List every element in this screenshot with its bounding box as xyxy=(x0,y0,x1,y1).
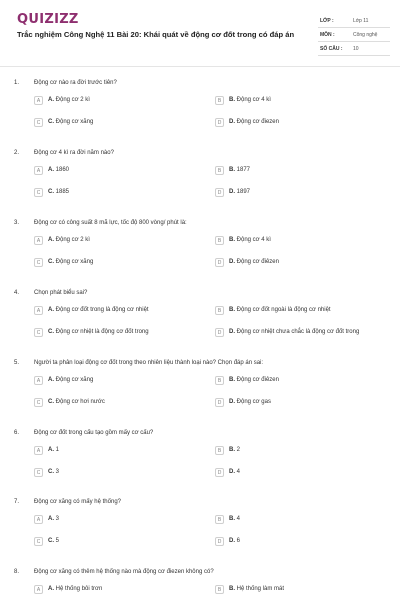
option-text: Động cơ 4 kì xyxy=(236,237,271,243)
option-b[interactable] xyxy=(215,515,390,526)
option-key: A. xyxy=(48,237,54,243)
option-letter-box: A xyxy=(34,446,43,455)
option-d[interactable] xyxy=(215,537,390,548)
option-label xyxy=(48,399,105,405)
option-b[interactable] xyxy=(215,96,390,107)
option-label xyxy=(229,307,331,313)
option-text: 1 xyxy=(55,447,60,453)
meta-value: Công nghệ xyxy=(353,32,378,38)
option-a[interactable] xyxy=(34,376,209,387)
option-key: A. xyxy=(48,97,54,103)
question-number: 8. xyxy=(14,569,20,575)
question-number: 7. xyxy=(14,499,20,505)
option-a[interactable] xyxy=(34,236,209,247)
option-text: Động cơ nhiệt chưa chắc là động cơ đốt trong xyxy=(236,329,360,335)
option-key: B. xyxy=(229,377,235,383)
option-label xyxy=(48,119,93,125)
option-letter-box: D xyxy=(215,468,224,477)
question-text: Động cơ xăng có mấy hệ thống? xyxy=(34,499,121,505)
option-text: Động cơ xăng xyxy=(55,377,94,383)
option-key: D. xyxy=(229,189,235,195)
option-letter-box: A xyxy=(34,376,43,385)
option-key: C. xyxy=(48,189,54,195)
option-label xyxy=(229,538,240,544)
question-text: Động cơ xăng có thêm hệ thống nào mà động cơ điezen không có? xyxy=(34,569,214,575)
question-number: 4. xyxy=(14,290,20,296)
option-letter-box: D xyxy=(215,188,224,197)
question-number: 3. xyxy=(14,220,20,226)
option-text: Động cơ hơi nước xyxy=(55,399,105,405)
option-c[interactable] xyxy=(34,537,209,548)
option-key: B. xyxy=(229,237,235,243)
option-c[interactable] xyxy=(34,328,209,339)
option-letter-box: D xyxy=(215,537,224,546)
option-key: D. xyxy=(229,399,235,405)
meta-key: SỐ CÂU : xyxy=(320,46,343,52)
option-d[interactable] xyxy=(215,188,390,199)
question-number: 2. xyxy=(14,150,20,156)
option-c[interactable] xyxy=(34,258,209,269)
option-key: A. xyxy=(48,586,54,592)
document-title: Trắc nghiệm Công Nghệ 11 Bài 20: Khái quát về động cơ đốt trong có đáp án xyxy=(17,30,295,39)
option-letter-box: A xyxy=(34,585,43,594)
option-letter-box: B xyxy=(215,166,224,175)
option-letter-box: C xyxy=(34,328,43,337)
option-key: D. xyxy=(229,469,235,475)
option-label xyxy=(229,586,284,592)
option-label xyxy=(229,377,279,383)
option-letter-box: D xyxy=(215,328,224,337)
option-label xyxy=(48,259,93,265)
option-text: Hệ thống bôi trơn xyxy=(55,586,103,592)
option-text: 1877 xyxy=(236,167,251,173)
option-text: Hệ thống làm mát xyxy=(236,586,285,592)
option-a[interactable] xyxy=(34,166,209,177)
option-letter-box: C xyxy=(34,398,43,407)
option-key: C. xyxy=(48,538,54,544)
option-key: C. xyxy=(48,329,54,335)
option-label xyxy=(48,469,59,475)
option-key: D. xyxy=(229,119,235,125)
option-label xyxy=(229,189,250,195)
option-text: Động cơ 4 kì xyxy=(236,97,271,103)
option-label xyxy=(229,97,271,103)
option-key: D. xyxy=(229,538,235,544)
question-text: Chọn phát biểu sai? xyxy=(34,290,88,296)
meta-value: 10 xyxy=(353,46,359,52)
option-text: Động cơ đốt trong là động cơ nhiệt xyxy=(55,307,149,313)
option-letter-box: B xyxy=(215,306,224,315)
option-key: B. xyxy=(229,167,235,173)
option-letter-box: C xyxy=(34,188,43,197)
option-text: 3 xyxy=(55,469,60,475)
option-key: C. xyxy=(48,469,54,475)
option-letter-box: B xyxy=(215,515,224,524)
option-letter-box: B xyxy=(215,446,224,455)
option-key: B. xyxy=(229,97,235,103)
option-letter-box: C xyxy=(34,468,43,477)
question-number: 1. xyxy=(14,80,20,86)
document-header xyxy=(0,0,400,62)
option-a[interactable] xyxy=(34,585,209,596)
option-b[interactable] xyxy=(215,585,390,596)
option-label xyxy=(48,377,93,383)
question-text: Động cơ đốt trong cấu tạo gồm mấy cơ cấu? xyxy=(34,430,154,436)
option-key: A. xyxy=(48,377,54,383)
option-label xyxy=(48,538,59,544)
option-text: 3 xyxy=(55,516,60,522)
question-8 xyxy=(0,569,400,600)
option-text: Động cơ 2 kì xyxy=(55,97,90,103)
option-letter-box: A xyxy=(34,306,43,315)
option-text: 1885 xyxy=(55,189,70,195)
option-text: 1860 xyxy=(55,167,70,173)
option-label xyxy=(48,167,69,173)
option-letter-box: D xyxy=(215,258,224,267)
option-text: Động cơ xăng xyxy=(55,259,94,265)
option-a[interactable] xyxy=(34,515,209,526)
option-letter-box: C xyxy=(34,258,43,267)
option-label xyxy=(48,189,69,195)
option-key: A. xyxy=(48,447,54,453)
option-b[interactable] xyxy=(215,236,390,247)
option-d[interactable] xyxy=(215,328,390,339)
option-letter-box: B xyxy=(215,585,224,594)
option-label xyxy=(48,97,90,103)
option-b[interactable] xyxy=(215,306,390,317)
option-key: C. xyxy=(48,399,54,405)
option-letter-box: D xyxy=(215,118,224,127)
question-6 xyxy=(0,430,400,502)
meta-table xyxy=(318,14,390,56)
option-letter-box: C xyxy=(34,537,43,546)
header-divider xyxy=(0,66,400,67)
option-label xyxy=(229,259,279,265)
option-c[interactable] xyxy=(34,468,209,479)
option-letter-box: C xyxy=(34,118,43,127)
option-text: Động cơ 2 kì xyxy=(55,237,90,243)
option-key: D. xyxy=(229,259,235,265)
meta-row-count xyxy=(318,42,390,56)
option-key: A. xyxy=(48,516,54,522)
option-text: Động cơ xăng xyxy=(55,119,94,125)
option-c[interactable] xyxy=(34,118,209,129)
option-label xyxy=(48,516,59,522)
option-key: C. xyxy=(48,119,54,125)
option-text: Động cơ đốt ngoài là động cơ nhiệt xyxy=(236,307,331,313)
question-7 xyxy=(0,499,400,571)
question-5 xyxy=(0,360,400,432)
option-key: A. xyxy=(48,307,54,313)
option-d[interactable] xyxy=(215,398,390,409)
option-c[interactable] xyxy=(34,398,209,409)
question-4 xyxy=(0,290,400,362)
option-letter-box: B xyxy=(215,376,224,385)
option-text: 2 xyxy=(236,447,241,453)
meta-key: MÔN : xyxy=(320,32,335,38)
meta-row-subject xyxy=(318,28,390,42)
option-label xyxy=(229,329,359,335)
option-c[interactable] xyxy=(34,188,209,199)
question-3 xyxy=(0,220,400,292)
option-text: 1897 xyxy=(236,189,251,195)
question-number: 6. xyxy=(14,430,20,436)
option-d[interactable] xyxy=(215,468,390,479)
question-text: Động cơ nào ra đời trước tiên? xyxy=(34,80,117,86)
option-d[interactable] xyxy=(215,258,390,269)
option-text: 4 xyxy=(236,516,241,522)
option-text: 5 xyxy=(55,538,60,544)
option-key: B. xyxy=(229,516,235,522)
option-label xyxy=(48,586,102,592)
option-label xyxy=(229,167,250,173)
option-label xyxy=(229,469,240,475)
option-label xyxy=(229,447,240,453)
meta-value: Lớp 11 xyxy=(353,18,369,24)
option-text: Động cơ gas xyxy=(236,399,271,405)
option-key: B. xyxy=(229,307,235,313)
option-letter-box: A xyxy=(34,236,43,245)
option-letter-box: A xyxy=(34,96,43,105)
option-key: D. xyxy=(229,329,235,335)
option-letter-box: A xyxy=(34,166,43,175)
question-2 xyxy=(0,150,400,222)
option-letter-box: B xyxy=(215,96,224,105)
option-letter-box: D xyxy=(215,398,224,407)
option-text: 4 xyxy=(236,469,241,475)
option-d[interactable] xyxy=(215,118,390,129)
option-label xyxy=(229,516,240,522)
option-text: Động cơ điezen xyxy=(236,119,279,125)
option-label xyxy=(229,399,271,405)
option-b[interactable] xyxy=(215,376,390,387)
option-a[interactable] xyxy=(34,306,209,317)
option-b[interactable] xyxy=(215,166,390,177)
option-text: Động cơ điêzen xyxy=(236,259,279,265)
question-text: Động cơ 4 kì ra đời năm nào? xyxy=(34,150,114,156)
question-1 xyxy=(0,80,400,152)
option-label xyxy=(229,237,271,243)
option-key: B. xyxy=(229,586,235,592)
option-label xyxy=(229,119,279,125)
option-letter-box: B xyxy=(215,236,224,245)
quizizz-logo: QUIZIZZ xyxy=(17,12,79,27)
option-label xyxy=(48,447,59,453)
option-key: A. xyxy=(48,167,54,173)
option-key: C. xyxy=(48,259,54,265)
option-key: B. xyxy=(229,447,235,453)
option-text: Động cơ nhiệt là động cơ đốt trong xyxy=(55,329,149,335)
question-text: Người ta phân loại động cơ đốt trong theo nhiên liệu thành loại nào? Chọn đáp án sai: xyxy=(34,360,264,366)
option-a[interactable] xyxy=(34,446,209,457)
option-label xyxy=(48,237,90,243)
option-b[interactable] xyxy=(215,446,390,457)
option-label xyxy=(48,329,149,335)
question-text: Động cơ có công suất 8 mã lực, tốc độ 800 vòng/ phút là: xyxy=(34,220,187,226)
question-number: 5. xyxy=(14,360,20,366)
option-text: Động cơ điêzen xyxy=(236,377,279,383)
option-letter-box: A xyxy=(34,515,43,524)
option-a[interactable] xyxy=(34,96,209,107)
option-text: 6 xyxy=(236,538,241,544)
meta-key: LỚP : xyxy=(320,18,334,24)
meta-row-class xyxy=(318,14,390,28)
option-label xyxy=(48,307,149,313)
